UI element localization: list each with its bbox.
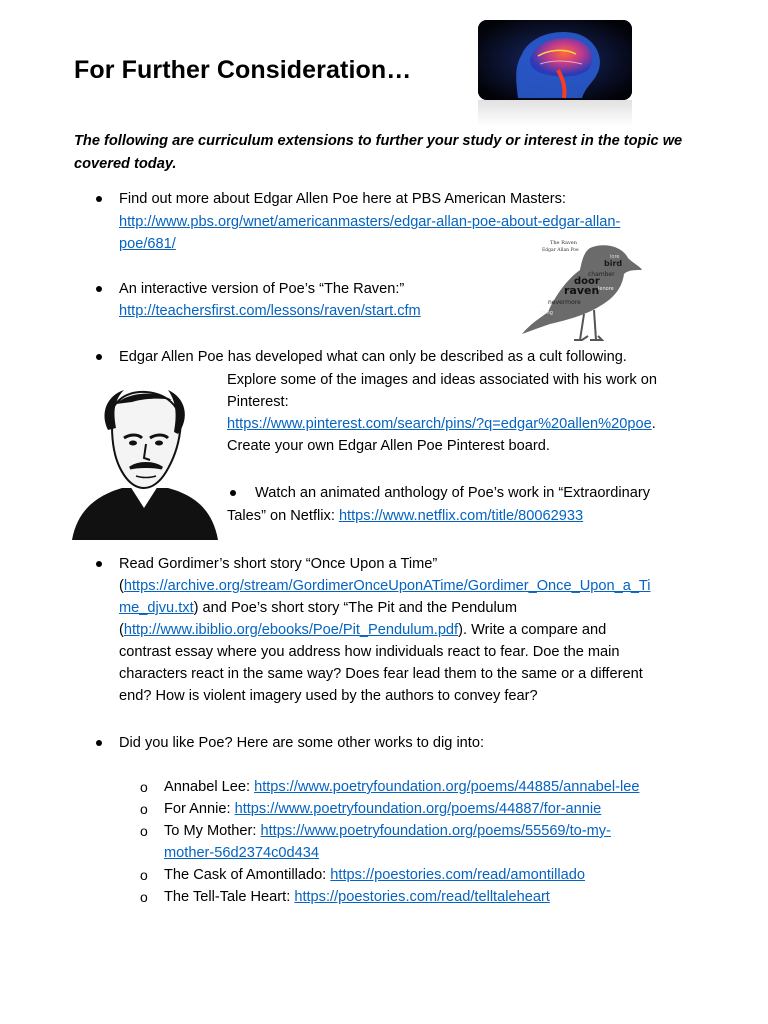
bullet-icon	[96, 740, 102, 746]
gordimer-text-line-4	[119, 619, 606, 641]
pbs-link[interactable]: http://www.pbs.org/wnet/americanmasters/edgar-allan-poe-about-edgar-allan-	[119, 214, 621, 230]
compare-essay-text: ). Write a compare and	[458, 622, 607, 638]
raven-text: An interactive version of Poe’s “The Raven:”	[119, 281, 405, 297]
bullet-icon	[230, 490, 236, 496]
pbs-text: Find out more about Edgar Allen Poe here at PBS American Masters:	[119, 191, 566, 207]
netflix-text-line-1: Watch an animated anthology of Poe’s work in “Extraordinary	[255, 485, 651, 501]
raven-word-art-image	[518, 236, 646, 346]
raven-art-word-nevermore: nevermore	[548, 299, 581, 306]
pinterest-link-line	[227, 413, 656, 435]
open-paren: (	[119, 578, 124, 594]
work-link[interactable]: https://www.poetryfoundation.org/poems/44885/annabel-lee	[254, 779, 640, 795]
sub-bullet-icon: o	[140, 823, 148, 839]
bullet-icon	[96, 196, 102, 202]
work-cask-of-amontillado	[164, 864, 585, 886]
raven-link-line	[119, 300, 421, 322]
raven-art-word-thing: thing	[540, 310, 553, 316]
poe-portrait-image	[72, 386, 218, 540]
work-label: For Annie:	[164, 801, 235, 817]
work-link[interactable]: https://poestories.com/read/telltaleheart	[294, 889, 550, 905]
raven-art-title: The Raven	[550, 240, 577, 246]
work-to-my-mother	[164, 820, 611, 842]
raven-art-word-door: door	[574, 276, 600, 287]
raven-art-word-bird: bird	[604, 259, 623, 268]
raven-art-author: Edgar Allan Poe	[542, 248, 579, 253]
sub-bullet-icon: o	[140, 779, 148, 795]
gordimer-text-line-3	[119, 597, 517, 619]
more-works-text: Did you like Poe? Here are some other works to dig into:	[119, 735, 485, 751]
intro-text: The following are curriculum extensions to further your study or interest in the topic we covered today.	[74, 133, 683, 172]
work-label: To My Mother:	[164, 823, 261, 839]
gordimer-link-continued[interactable]: me_djvu.txt	[119, 600, 194, 616]
brain-scan-image	[478, 20, 632, 100]
pinterest-text-line-2: Explore some of the images and ideas associated with his work on	[227, 372, 657, 388]
sub-bullet-icon: o	[140, 889, 148, 905]
gordimer-link[interactable]: https://archive.org/stream/GordimerOnceUponATime/Gordimer_Once_Upon_a_Ti	[123, 578, 651, 594]
pinterest-link-suffix: .	[651, 416, 656, 432]
work-for-annie	[164, 798, 601, 820]
work-label: The Cask of Amontillado:	[164, 867, 331, 883]
pit-pendulum-link[interactable]: http://www.ibiblio.org/ebooks/Poe/Pit_Pendulum.pdf	[123, 622, 459, 638]
work-to-my-mother-cont	[164, 842, 319, 864]
work-tell-tale-heart	[164, 886, 550, 908]
pbs-link-continued[interactable]: poe/681/	[119, 236, 176, 252]
pit-pendulum-text: ) and Poe’s short story “The Pit and the Pendulum	[193, 600, 518, 616]
bullet-icon	[96, 561, 102, 567]
netflix-link[interactable]: https://www.netflix.com/title/80062933	[338, 508, 584, 524]
work-annabel-lee	[164, 776, 639, 798]
gordimer-text-line-2	[119, 575, 651, 597]
work-label: The Tell-Tale Heart:	[164, 889, 295, 905]
gordimer-text-line-6: characters react in the same way? Does fear lead them to the same or a different	[119, 666, 643, 682]
sub-bullet-icon: o	[140, 867, 148, 883]
pinterest-text-line-3: Pinterest:	[227, 394, 289, 410]
pbs-link-line-2	[119, 233, 176, 255]
work-link[interactable]: https://www.poetryfoundation.org/poems/55569/to-my-	[260, 823, 611, 839]
page-title: For Further Consideration…	[74, 56, 412, 84]
gordimer-text-line-1: Read Gordimer’s short story “Once Upon a Time”	[119, 556, 438, 572]
netflix-text: Tales” on Netflix:	[227, 508, 335, 524]
bullet-icon	[96, 354, 102, 360]
bullet-icon	[96, 286, 102, 292]
sub-bullet-icon: o	[140, 801, 148, 817]
work-link[interactable]: https://www.poetryfoundation.org/poems/44887/for-annie	[234, 801, 602, 817]
pinterest-text-line-1: Edgar Allen Poe has developed what can only be described as a cult following.	[119, 349, 627, 365]
pinterest-link[interactable]: https://www.pinterest.com/search/pins/?q=edgar%20allen%20poe	[227, 416, 652, 432]
gordimer-text-line-5: contrast essay where you address how individuals react to fear. Doe the main	[119, 644, 620, 660]
work-label: Annabel Lee:	[164, 779, 255, 795]
gordimer-text-line-7: end? How is violent imagery used by the authors to convey fear?	[119, 688, 538, 704]
raven-art-word-raven: raven	[564, 284, 600, 297]
raven-art-word-lore: lore	[610, 254, 620, 260]
work-link-continued[interactable]: mother-56d2374c0d434	[164, 845, 319, 861]
work-link[interactable]: https://poestories.com/read/amontillado	[330, 867, 586, 883]
brain-image-reflection	[478, 100, 632, 126]
open-paren-2: (	[119, 622, 124, 638]
pinterest-text-line-4: Create your own Edgar Allen Poe Pinterest board.	[227, 438, 550, 454]
raven-art-word-lenore: lenore	[598, 286, 614, 292]
pbs-link-line	[119, 211, 620, 233]
raven-link[interactable]: http://teachersfirst.com/lessons/raven/start.cfm	[119, 303, 421, 319]
raven-art-word-chamber: chamber	[588, 271, 615, 278]
netflix-text-line-2	[227, 505, 583, 527]
